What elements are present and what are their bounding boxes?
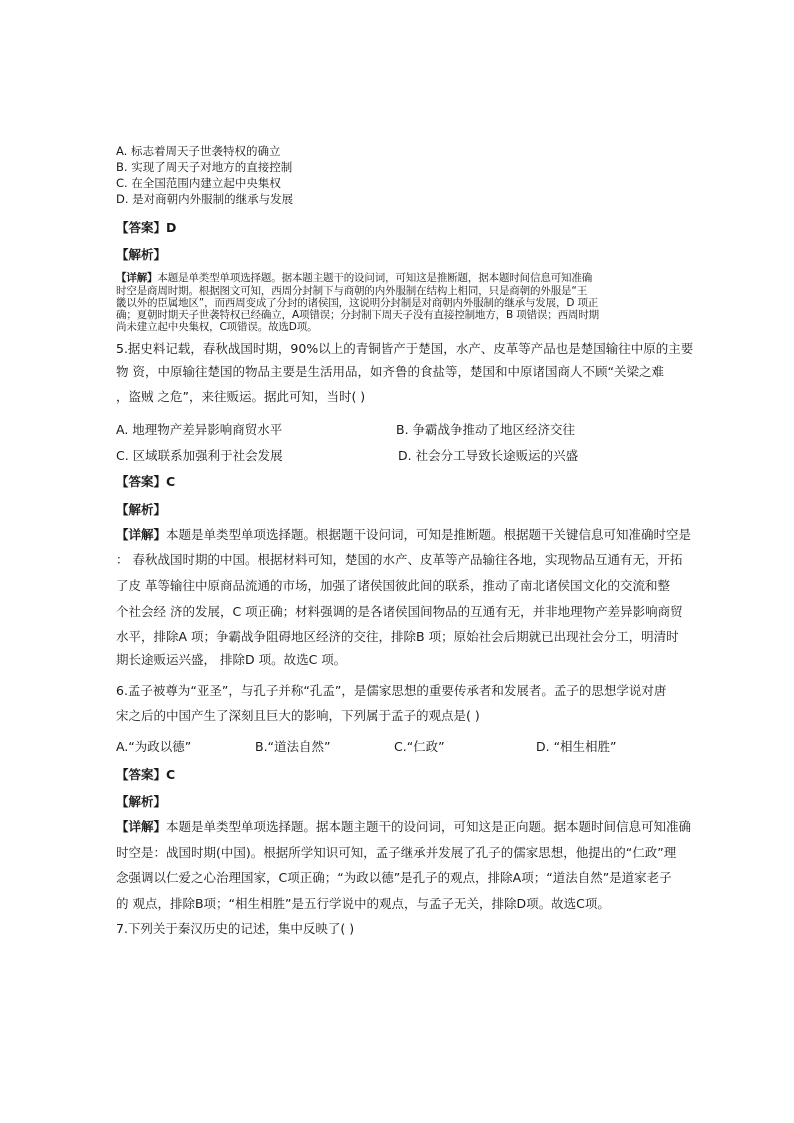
q4-option-c: C. 在全国范围内建立起中央集权 — [116, 176, 281, 190]
q6-detail-line-4: 的 观点，排除B项；“相生相胜”是五行学说中的观点，与孟子无关，排除D项。故选C项。 — [116, 896, 610, 911]
q4-detail-line-1: 【详解】本题是单类型单项选择题。据本题主题干的设问词，可知这是推断题，据本题时间信息可知准确 — [116, 272, 593, 284]
q5-option-b: B. 争霸战争推动了地区经济交往 — [396, 422, 576, 437]
detail-label: 【详解】 — [116, 819, 167, 834]
answer-value: C — [166, 767, 176, 782]
q5-options-row-2 — [116, 446, 676, 464]
answer-label: 【答案】 — [116, 220, 167, 235]
q5-answer — [116, 472, 175, 490]
q5-option-c: C. 区域联系加强利于社会发展 — [116, 448, 283, 463]
q4-detail-line-2: 时空是商周时期。根据图文可知，西周分封制下与商朝的内外服制在结构上相同，只是商朝的外服是“王 — [116, 285, 588, 297]
q5-detail-line-5: 水平，排除A 项；争霸战争阻碍地区经济的交往，排除B 项；原始社会后期就已出现社会分工，明清时 — [116, 629, 679, 644]
q4-option-d: D. 是对商朝内外服制的继承与发展 — [116, 192, 294, 206]
q5-analysis-label: 【解析】 — [116, 502, 167, 517]
q5-stem-line-1: 5.据史料记载，春秋战国时期，90%以上的青铜皆产于楚国，水产、皮革等产品也是楚国输往中原的主要 — [116, 341, 694, 356]
q5-detail-line-1: 【详解】本题是单类型单项选择题。根据题干设问词，可知是推断题。根据题干关键信息可知准确时空是 — [116, 527, 692, 542]
q5-option-d: D. 社会分工导致长途贩运的兴盛 — [398, 448, 579, 463]
q5-stem-line-2: 物 资，中原输往楚国的物品主要是生活用品，如齐鲁的食盐等，楚国和中原诸国商人不顾“关梁之难 — [116, 364, 664, 379]
q4-detail-line-4: 确；夏朝时期天子世袭特权已经确立，A项错误；分封制下周天子没有直接控制地方，B 项错误；西周时期 — [116, 309, 600, 321]
answer-value: D — [166, 220, 177, 235]
q6-analysis-label: 【解析】 — [116, 794, 167, 809]
q6-answer — [116, 765, 175, 783]
q6-option-c: C.“仁政” — [394, 739, 445, 754]
q5-detail-line-4: 个社会经 济的发展，C 项正确；材料强调的是各诸侯国间物品的互通有无，并非地理物产差异影响商贸 — [116, 604, 683, 619]
q6-option-b: B.“道法自然” — [255, 739, 331, 754]
q5-stem-line-3: ，盗贼 之危”，来往贩运。据此可知，当时( ) — [116, 389, 366, 404]
q5-detail-line-2: ： 春秋战国时期的中国。根据材料可知，楚国的水产、皮革等产品输往各地，实现物品互通有无，开拓 — [116, 552, 683, 567]
q4-answer — [116, 218, 176, 236]
q6-option-a: A.“为政以德” — [116, 739, 192, 754]
q4-option-a: A. 标志着周天子世袭特权的确立 — [116, 144, 281, 158]
q4-analysis-label: 【解析】 — [116, 247, 167, 262]
q4-detail-line-3: 畿以外的臣属地区”，而西周变成了分封的诸侯国，这说明分封制是对商朝内外服制的继承与发展，D 项正 — [116, 297, 599, 309]
q6-detail-line-3: 念强调以仁爱之心治理国家，C项正确；“为政以德”是孔子的观点，排除A项；“道法自然”是道家老子 — [116, 870, 672, 885]
q6-stem-line-2: 宋之后的中国产生了深刻且巨大的影响，下列属于孟子的观点是( ) — [116, 708, 480, 723]
q5-detail-line-3: 了皮 革等输往中原商品流通的市场，加强了诸侯国彼此间的联系，推动了南北诸侯国文化的交流和整 — [116, 578, 670, 593]
q6-option-d: D. “相生相胜” — [536, 739, 617, 754]
q5-options-row-1 — [116, 420, 676, 438]
q4-detail-line-5: 尚未建立起中央集权，C项错误。故选D项。 — [116, 321, 318, 333]
answer-label: 【答案】 — [116, 767, 167, 782]
q6-stem-line-1: 6.孟子被尊为“亚圣”，与孔子并称“孔孟”，是儒家思想的重要传承者和发展者。孟子的思想学说对唐 — [116, 683, 667, 698]
q6-options-row — [116, 737, 676, 755]
detail-label: 【详解】 — [116, 272, 158, 284]
q6-detail-line-2: 时空是：战国时期(中国)。根据所学知识可知，孟子继承并发展了孔子的儒家思想，他提出的“仁政”理 — [116, 845, 677, 860]
q5-option-a: A. 地理物产差异影响商贸水平 — [116, 422, 283, 437]
q7-stem-line-1: 7.下列关于秦汉历史的记述，集中反映了( ) — [116, 921, 355, 936]
q4-option-b: B. 实现了周天子对地方的直接控制 — [116, 160, 293, 174]
answer-value: C — [166, 474, 176, 489]
q6-detail-line-1: 【详解】本题是单类型单项选择题。据本题主题干的设问词，可知这是正向题。据本题时间信息可知准确 — [116, 819, 692, 834]
detail-label: 【详解】 — [116, 527, 167, 542]
answer-label: 【答案】 — [116, 474, 167, 489]
q5-detail-line-6: 期长途贩运兴盛， 排除D 项。故选C 项。 — [116, 652, 347, 667]
